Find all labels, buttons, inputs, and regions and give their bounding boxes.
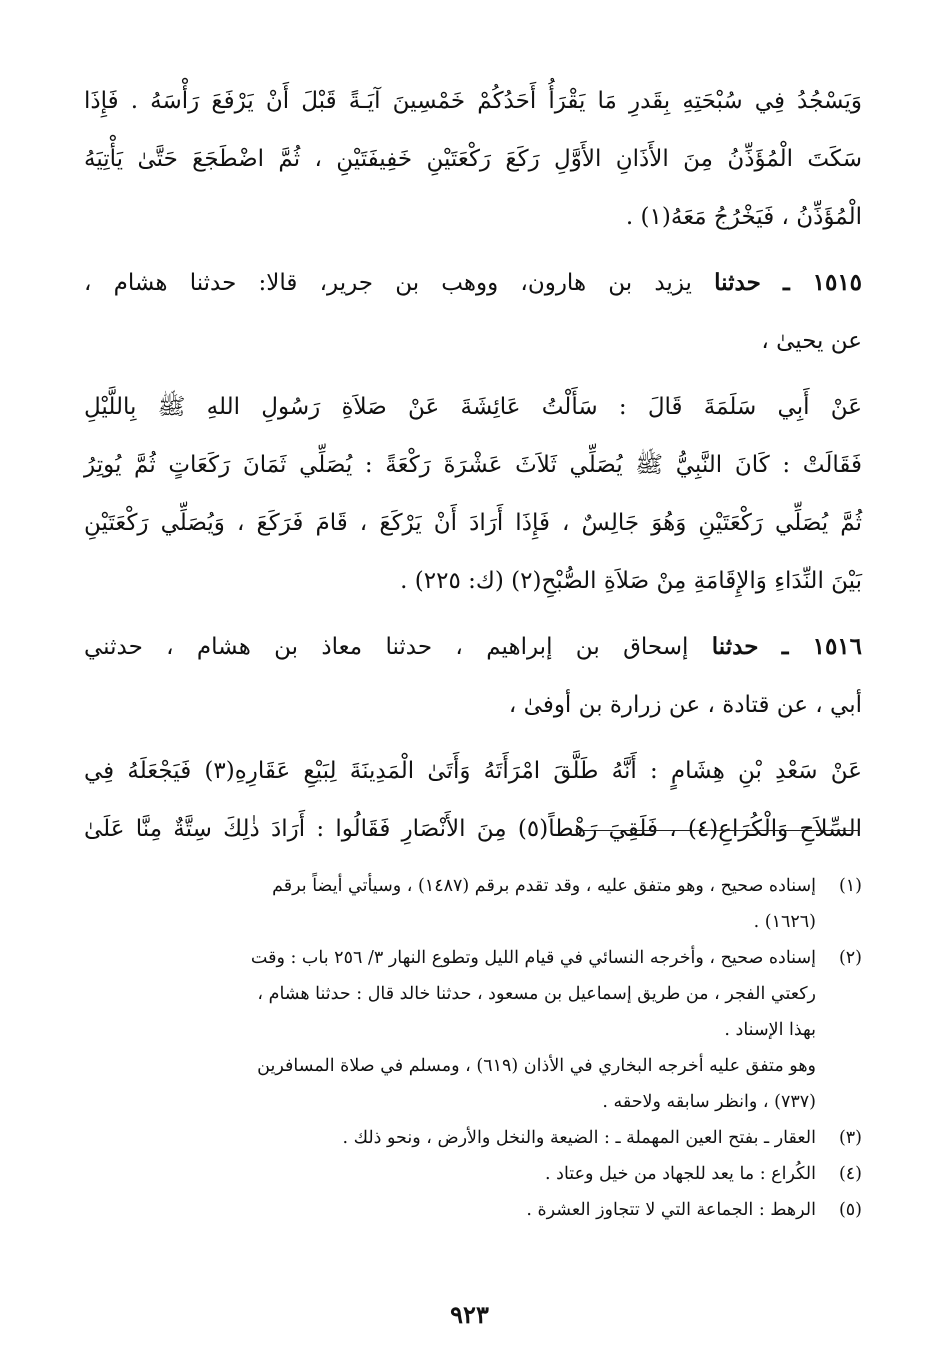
text-line: وَيَسْجُدُ فِي سُبْحَتِهِ بِقَدرِ مَا يَقْرَأُ أَحَدُكُمْ خَمْسِينَ آيَـةً قَبْلَ أَنْ يَرْفَعَ رَأْسَهُ . فَإِذَا xyxy=(84,88,862,114)
text-line: فَقَالَتْ : كَانَ النَّبِيُّ ﷺ يُصَلِّي ثَلاَثَ عَشْرَةَ رَكْعَةً : يُصَلِّي ثَمَانَ رَكَعَاتٍ ثُمَّ يُوتِرُ xyxy=(84,452,862,478)
hadith-1515-header xyxy=(84,254,862,312)
footnote-number: (٣) xyxy=(838,1128,862,1148)
footnote-line: (٧٣٧) ، وانظر سابقه ولاحقه . xyxy=(602,1092,816,1112)
hadith-number: ١٥١٥ ـ xyxy=(782,269,863,296)
text-line: سَكَتَ الْمُؤَذِّنُ مِنَ الأَذَانِ الأَوَّلِ رَكَعَ رَكْعَتَيْنِ خَفِيفَتَيْنِ ، ثُمَّ اضْطَجَعَ حَتَّىٰ يَأْتِيَهُ xyxy=(84,146,862,172)
footnote-line: (١٦٢٦) . xyxy=(753,912,816,932)
footnote-line: ركعتي الفجر ، من طريق إسماعيل بن مسعود ، حدثنا خالد قال : حدثنا هشام ، xyxy=(257,984,816,1004)
main-text xyxy=(84,72,862,858)
footnote-number: (٥) xyxy=(838,1200,862,1220)
hadith-keyword: حدثنا xyxy=(711,633,759,660)
footnote-number: (١) xyxy=(838,876,862,896)
footnote xyxy=(84,868,862,940)
text-line: السِّلاَحِ وَالْكُرَاعِ(٤) ، فَلَقِيَ رَهْطاً(٥) مِنَ الأَنْصَارِ فَقَالُوا : أَرَادَ ذٰلِكَ سِتَّةٌ مِنَّا عَلَىٰ xyxy=(84,816,863,842)
hadith-keyword: حدثنا xyxy=(714,269,761,296)
footnote-separator xyxy=(579,830,859,831)
text-line: ثُمَّ يُصَلِّي رَكْعَتَيْنِ وَهُوَ جَالِسٌ ، فَإِذَا أَرَادَ أَنْ يَرْكَعَ ، قَامَ فَرَكَعَ ، وَيُصَلِّي رَكْعَتَيْنِ xyxy=(84,510,862,536)
text-line: الْمُؤَذِّنُ ، فَيَخْرُجُ مَعَهُ(١) . xyxy=(625,204,862,230)
footnote-line: الرهط : الجماعة التي لا تتجاوز العشرة . xyxy=(526,1200,816,1220)
footnote-number: (٤) xyxy=(838,1164,862,1184)
text-line: أبي ، عن قتادة ، عن زرارة بن أوفىٰ ، xyxy=(508,692,862,718)
text-line: عَنْ سَعْدِ بْنِ هِشَامٍ : أَنَّهُ طَلَّقَ امْرَأَتَهُ وَأَتَىٰ الْمَدِينَةَ لِبَيْعِ عَقَارِهِ(٣) فَيَجْعَلَهُ فِي xyxy=(84,758,862,784)
footnote xyxy=(84,940,862,1120)
footnote-line: إسناده صحيح ، وهو متفق عليه ، وقد تقدم برقم (١٤٨٧) ، وسيأتي أيضاً برقم xyxy=(272,876,816,896)
footnote xyxy=(84,1192,862,1228)
text-line: بَيْنَ النِّدَاءِ وَالإِقَامَةِ مِنْ صَلاَةِ الصُّبْحِ(٢) (ك: ٢٢٥) . xyxy=(400,568,862,594)
isnad-text: يزيد بن هارون، ووهب بن جرير، قالا: حدثنا هشام ، xyxy=(84,270,692,296)
hadith-number: ١٥١٦ ـ xyxy=(781,633,863,660)
text-line: عَنْ أَبِي سَلَمَةَ قَالَ : سَأَلْتُ عَائِشَةَ عَنْ صَلاَةِ رَسُولِ اللهِ ﷺ بِاللَّيْلِ xyxy=(84,394,862,420)
footnote-line: وهو متفق عليه أخرجه البخاري في الأذان (٦١٩) ، ومسلم في صلاة المسافرين xyxy=(257,1056,816,1076)
isnad-text: إسحاق بن إبراهيم ، حدثنا معاذ بن هشام ، حدثني xyxy=(84,634,689,660)
hadith-1516-header xyxy=(84,618,862,676)
footnote xyxy=(84,1156,862,1192)
page-number: ٩٢٣ xyxy=(450,1300,489,1329)
footnote-line: إسناده صحيح ، وأخرجه النسائي في قيام الليل وتطوع النهار ٣/ ٢٥٦ باب : وقت xyxy=(250,948,816,968)
footnote-number: (٢) xyxy=(838,948,862,968)
footnote-line: العقار ـ بفتح العين المهملة ـ : الضيعة والنخل والأرض ، ونحو ذلك . xyxy=(342,1128,816,1148)
footnote-line: الكُراع : ما يعد للجهاد من خيل وعتاد . xyxy=(545,1164,816,1184)
footnote-line: بهذا الإسناد . xyxy=(724,1020,816,1040)
footnotes xyxy=(84,868,862,1228)
footnote xyxy=(84,1120,862,1156)
text-line: عن يحيىٰ ، xyxy=(761,328,862,354)
